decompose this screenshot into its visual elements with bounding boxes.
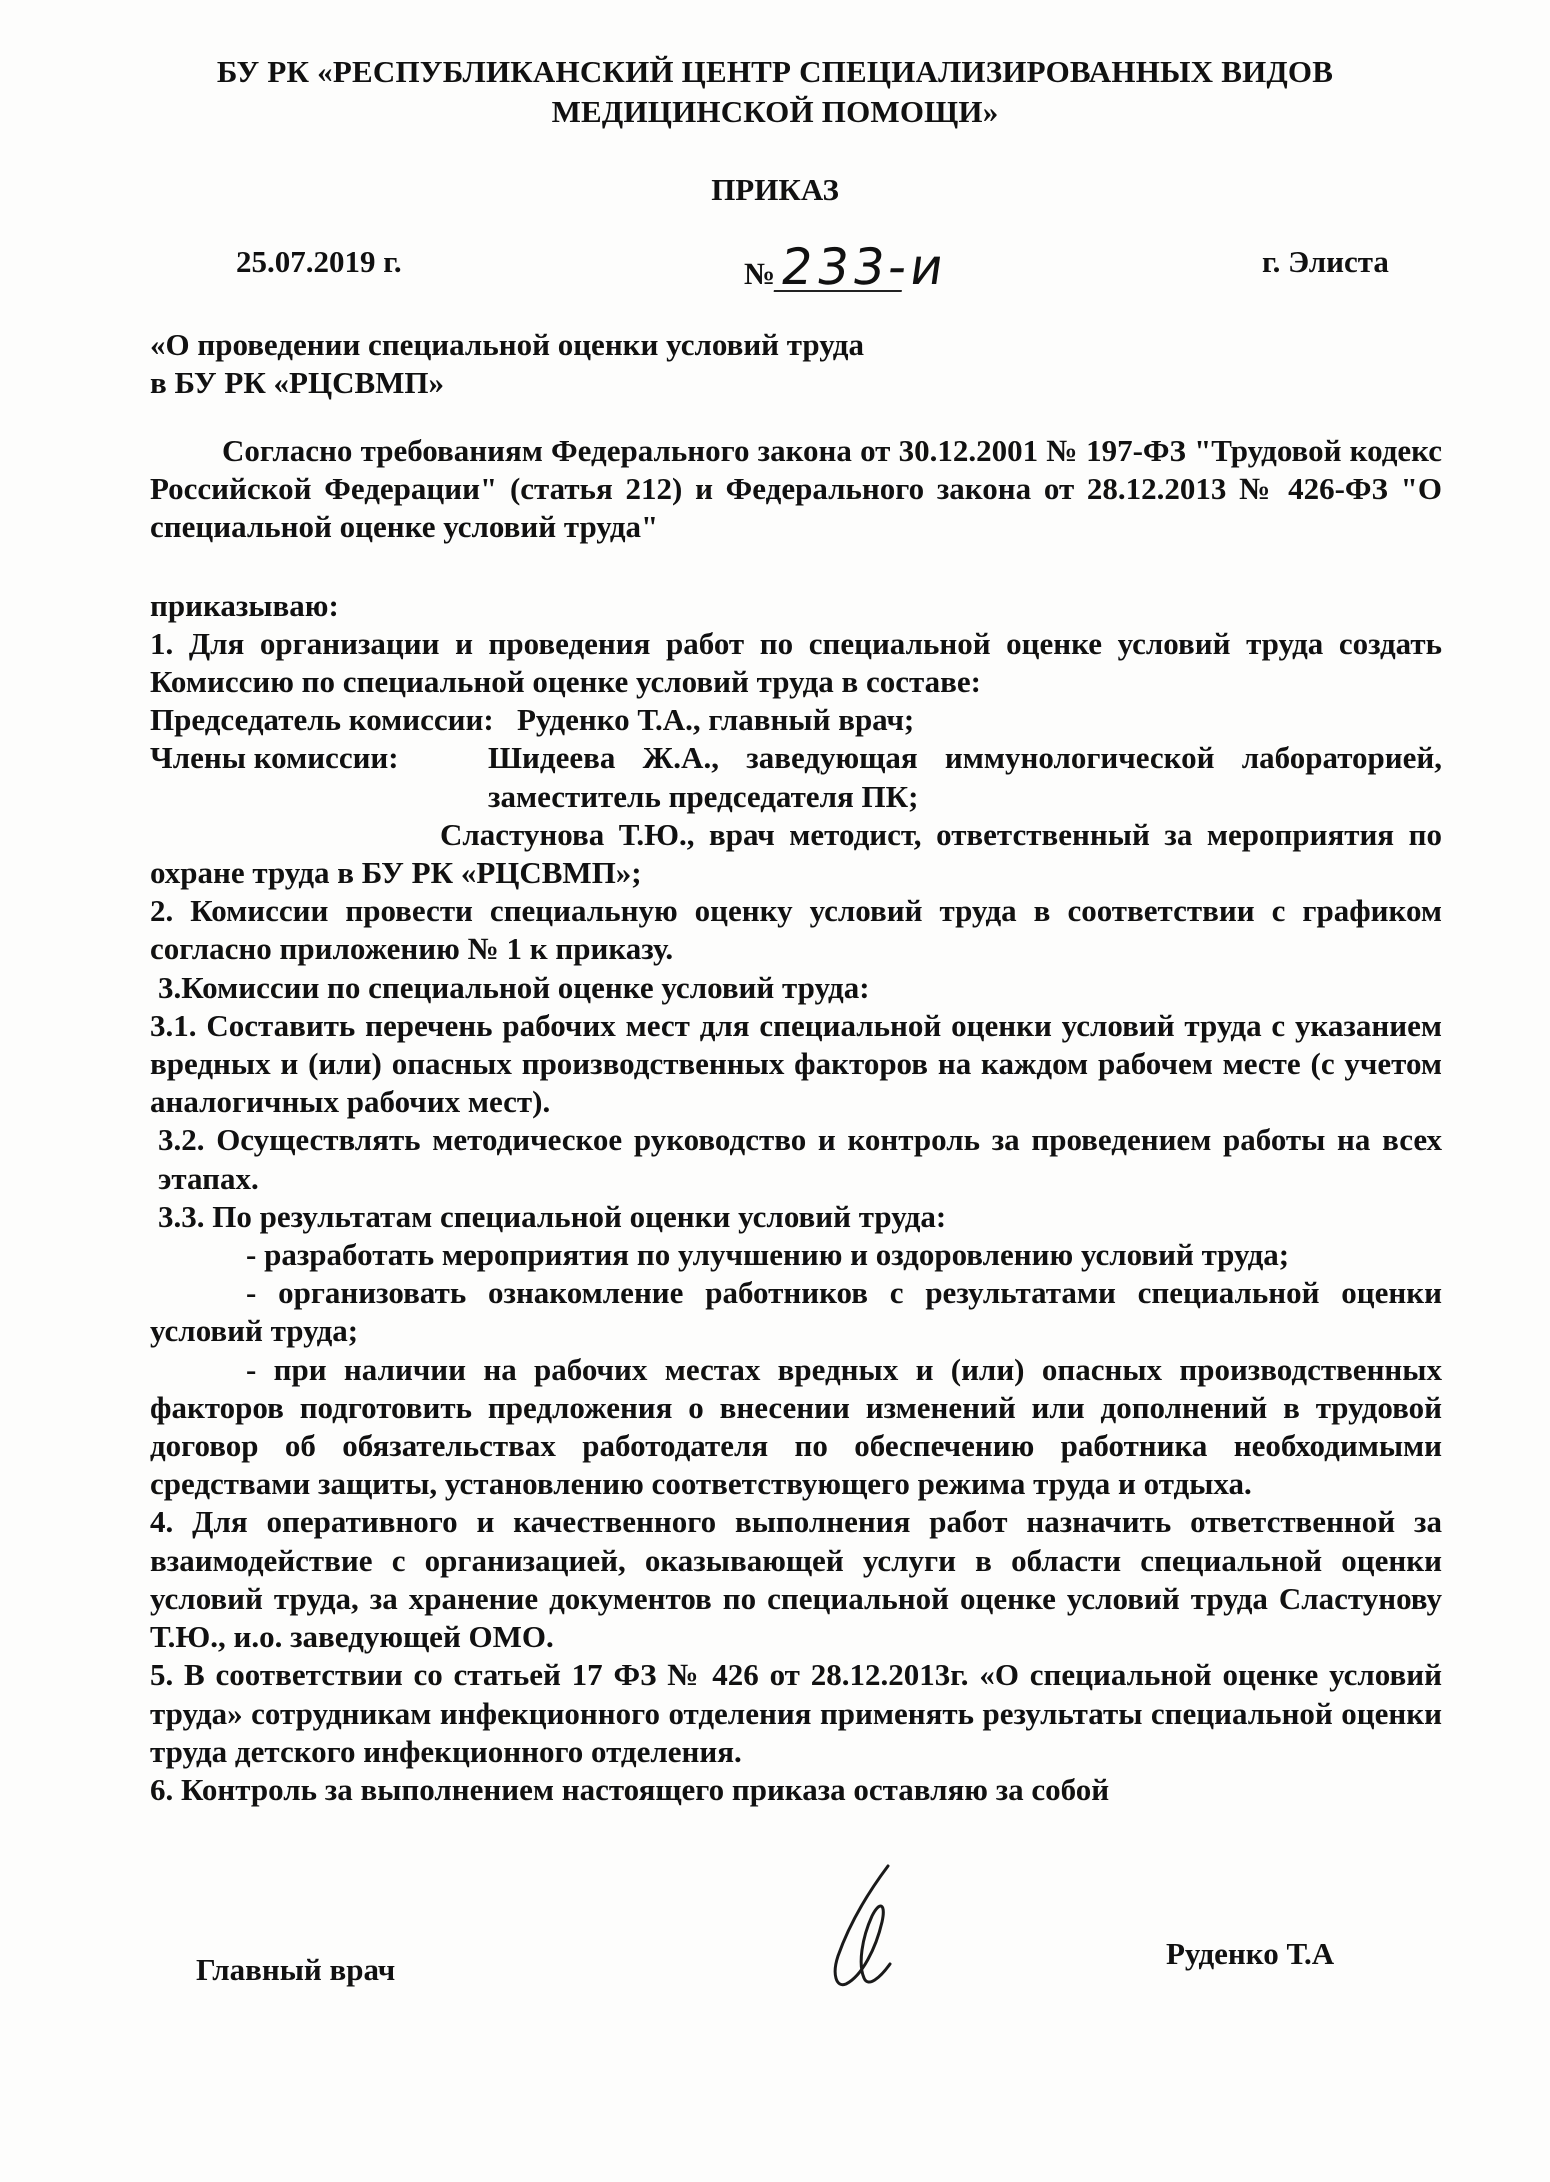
chair-value: Руденко Т.А., главный врач;	[516, 702, 915, 738]
handwritten-signature-icon	[810, 1860, 930, 2000]
members-label: Члены комиссии:	[150, 740, 399, 776]
order-number-handwritten: 233-и	[774, 244, 909, 292]
order-subject	[150, 326, 864, 402]
item-3: 3.Комиссии по специальной оценке условий труда:	[158, 969, 870, 1005]
chair-line	[150, 701, 1442, 739]
order-word: приказываю:	[150, 587, 339, 623]
item-1: 1. Для организации и проведения работ по специальной оценке условий труда создать Комиссию по специальной оценке условий труда в составе:	[150, 625, 1442, 700]
order-city: г. Элиста	[1262, 244, 1389, 279]
signatory-position: Главный врач	[196, 1952, 396, 1987]
document-title: ПРИКАЗ	[711, 172, 839, 207]
members-block	[150, 739, 1442, 854]
order-date: 25.07.2019 г.	[236, 244, 402, 279]
member-1: Шидеева Ж.А., заведующая иммунологической лабораторией, заместитель председателя ПК;	[488, 740, 1442, 814]
member-2-part-2: охране труда в БУ РК «РЦСВМП»;	[150, 855, 642, 891]
item-6: 6. Контроль за выполнением настоящего приказа оставляю за собой	[150, 1771, 1110, 1807]
dash-item-1: - разработать мероприятия по улучшению и оздоровлению условий труда;	[246, 1237, 1290, 1273]
item-3-1: 3.1. Составить перечень рабочих мест для специальной оценки условий труда с указанием вредных и (или) опасных производственных факторов на каждом рабочем месте (с учетом аналогичных рабочих мест).	[150, 1007, 1442, 1120]
item-3-3: 3.3. По результатам специальной оценки условий труда:	[158, 1198, 947, 1234]
preamble-paragraph: Согласно требованиям Федерального закона от 30.12.2001 № 197-ФЗ "Трудовой кодекс Российской Федерации" (статья 212) и Федерального закона от 28.12.2013 № 426-ФЗ "О специальной оценке условий труда"	[150, 433, 1442, 545]
member-2-part-1: Сластунова Т.Ю., врач методист, ответственный за мероприятия по	[440, 816, 1442, 852]
dash-item-3: - при наличии на рабочих местах вредных и (или) опасных производственных факторов подготовить предложения о внесении изменений или дополнений в трудовой договор об обязательствах работодателя по обеспечению работника необходимыми средствами защиты, установлению соответствующего режима труда и отдыха.	[150, 1351, 1442, 1502]
signatory-name: Руденко Т.А	[1166, 1936, 1335, 1971]
number-sign: №	[744, 256, 776, 291]
item-3-2: 3.2. Осуществлять методическое руководство и контроль за проведением работы на всех этапах.	[158, 1122, 1442, 1196]
order-number-block	[744, 238, 952, 296]
organization-name-line-2: МЕДИЦИНСКОЙ ПОМОЩИ»	[551, 94, 999, 129]
dash-item-2: - организовать ознакомление работников с результатами специальной оценки условий труда;	[150, 1275, 1442, 1349]
subject-line-1: «О проведении специальной оценки условий труда	[150, 327, 864, 362]
organization-name-line-1: БУ РК «РЕСПУБЛИКАНСКИЙ ЦЕНТР СПЕЦИАЛИЗИРОВАННЫХ ВИДОВ	[216, 54, 1334, 89]
item-4: 4. Для оперативного и качественного выполнения работ назначить ответственной за взаимодействие с организацией, оказывающей услуги в области специальной оценки условий труда, за хранение документов по специальной оценке условий труда Сластунову Т.Ю., и.о. заведующей ОМО.	[150, 1504, 1442, 1655]
item-2: 2. Комиссии провести специальную оценку условий труда в соответствии с графиком согласно приложению № 1 к приказу.	[150, 893, 1442, 967]
item-5: 5. В соответствии со статьей 17 ФЗ № 426 от 28.12.2013г. «О специальной оценке условий труда» сотрудникам инфекционного отделения применять результаты специальной оценки труда детского инфекционного отделения.	[150, 1657, 1442, 1769]
chair-label: Председатель комиссии:	[150, 702, 494, 738]
organization-header	[0, 52, 1550, 132]
subject-line-2: в БУ РК «РЦСВМП»	[150, 365, 445, 400]
order-body	[150, 432, 1442, 1809]
